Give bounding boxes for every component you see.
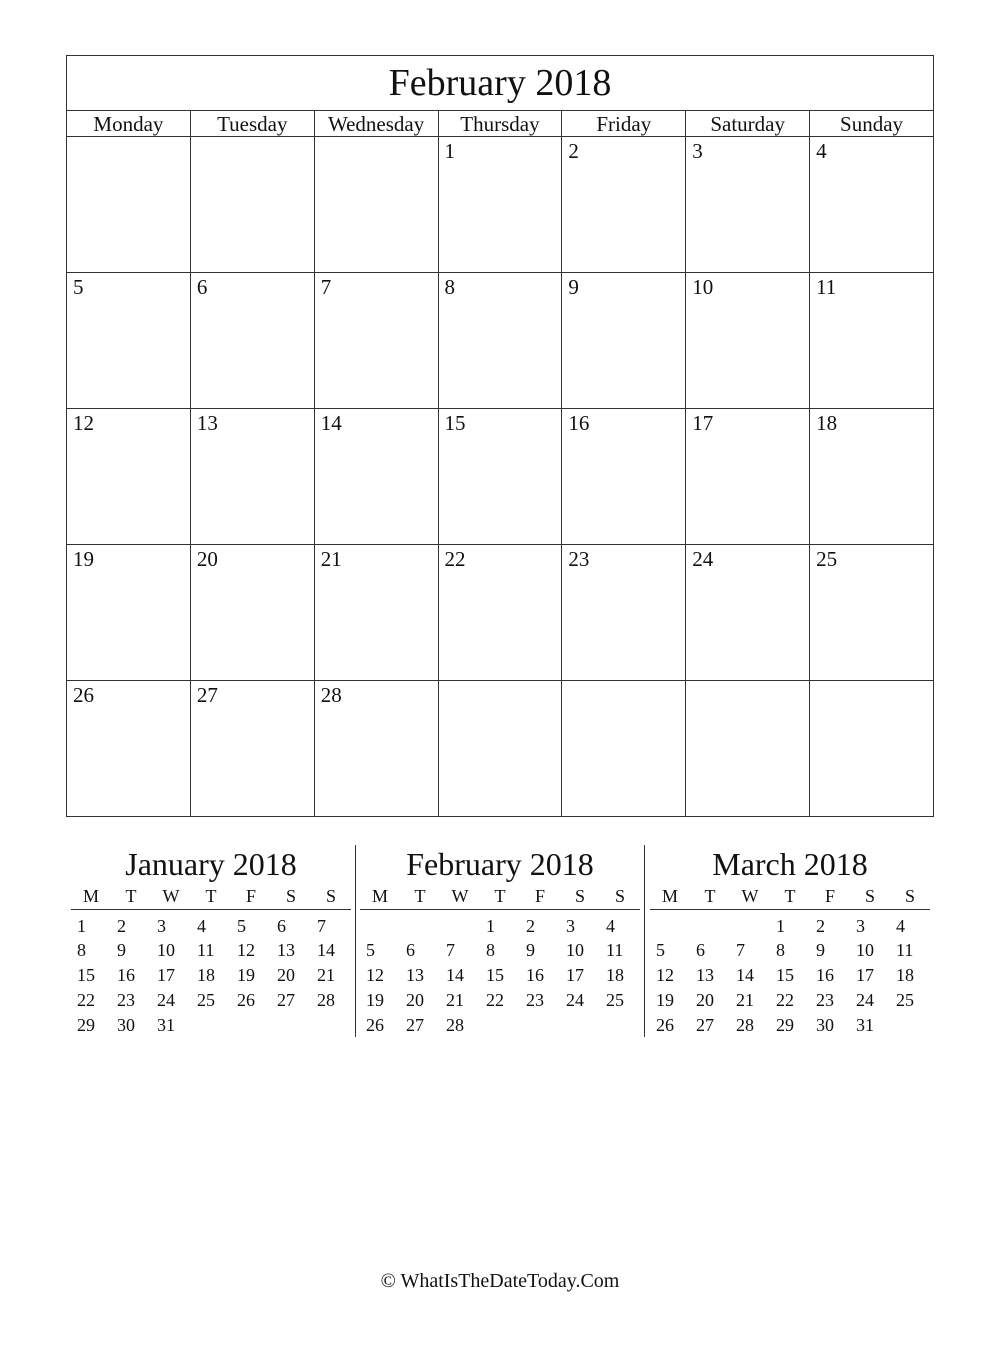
day-cell (686, 545, 810, 681)
day-number: 9 (568, 275, 579, 299)
mini-weekday: T (400, 883, 440, 910)
mini-day: 20 (696, 990, 714, 1010)
day-cell (438, 137, 562, 273)
mini-day: 2 (526, 915, 535, 936)
day-cell (67, 409, 191, 545)
mini-day: 14 (317, 940, 335, 960)
day-cell (686, 137, 810, 273)
week-row (67, 273, 934, 409)
mini-day: 9 (117, 940, 126, 960)
day-number: 1 (444, 139, 456, 163)
mini-day: 12 (656, 965, 674, 985)
mini-day: 18 (197, 965, 215, 985)
week-row (67, 545, 934, 681)
day-cell (810, 409, 934, 545)
mini-day: 30 (117, 1015, 135, 1035)
day-number (439, 681, 562, 683)
mini-weekday: W (151, 883, 191, 910)
mini-calendar-grid (650, 883, 930, 1038)
weekday-header: Thursday (438, 111, 562, 137)
mini-weekday: S (271, 883, 311, 910)
mini-day (440, 910, 480, 939)
week-row (67, 681, 934, 817)
mini-day: 27 (406, 1015, 424, 1035)
mini-day: 16 (816, 965, 834, 985)
mini-day: 27 (696, 1015, 714, 1035)
mini-calendar-title: March 2018 (712, 846, 868, 882)
mini-day: 9 (816, 940, 825, 960)
mini-day: 31 (157, 1015, 175, 1035)
mini-day: 7 (736, 940, 745, 960)
mini-day: 7 (317, 915, 326, 936)
mini-weekday: F (810, 883, 850, 910)
day-cell (562, 137, 686, 273)
day-number: 23 (568, 547, 590, 571)
mini-day (400, 910, 440, 939)
mini-day: 21 (317, 965, 335, 985)
mini-day: 20 (277, 965, 295, 985)
mini-day: 14 (446, 965, 464, 985)
day-cell (190, 137, 314, 273)
mini-day: 17 (856, 965, 874, 985)
mini-day: 15 (486, 965, 504, 985)
day-number: 14 (320, 411, 342, 435)
mini-day: 11 (197, 940, 215, 960)
day-number: 15 (444, 411, 466, 435)
day-number: 11 (816, 275, 837, 299)
day-cell (314, 681, 438, 817)
day-cell (438, 273, 562, 409)
mini-weekday: S (850, 883, 890, 910)
day-cell (190, 681, 314, 817)
mini-day (271, 1013, 311, 1038)
mini-day: 13 (277, 940, 295, 960)
main-calendar (66, 55, 934, 817)
mini-weekday: M (650, 883, 690, 910)
mini-day: 5 (366, 940, 375, 960)
calendar-title: February 2018 (67, 56, 934, 111)
mini-day: 22 (77, 990, 95, 1010)
mini-day: 25 (896, 990, 914, 1010)
day-cell (314, 409, 438, 545)
mini-day: 26 (656, 1015, 674, 1035)
day-number: 12 (73, 411, 94, 435)
mini-day: 19 (237, 965, 255, 985)
mini-day: 29 (776, 1015, 794, 1035)
day-cell (438, 409, 562, 545)
mini-day (191, 1013, 231, 1038)
day-number (686, 681, 809, 683)
mini-day (650, 910, 690, 939)
mini-day (560, 1013, 600, 1038)
mini-day: 4 (896, 915, 905, 936)
day-number: 13 (196, 411, 218, 435)
day-number: 17 (692, 411, 714, 435)
day-cell (314, 273, 438, 409)
mini-day: 10 (157, 940, 175, 960)
mini-day: 12 (237, 940, 255, 960)
weekday-header: Friday (562, 111, 686, 137)
mini-weekday: S (600, 883, 640, 910)
mini-day: 29 (77, 1015, 95, 1035)
day-cell (67, 681, 191, 817)
mini-weekday: T (111, 883, 151, 910)
mini-day (690, 910, 730, 939)
mini-day: 6 (406, 940, 415, 960)
mini-day: 25 (197, 990, 215, 1010)
day-number: 5 (73, 275, 84, 299)
mini-weekday: T (191, 883, 231, 910)
mini-day: 31 (856, 1015, 874, 1035)
weekday-header: Tuesday (190, 111, 314, 137)
weekday-header: Sunday (810, 111, 934, 137)
mini-day: 22 (486, 990, 504, 1010)
mini-day: 3 (157, 915, 166, 936)
mini-weekday: S (311, 883, 351, 910)
day-cell (810, 545, 934, 681)
mini-calendar-divider (644, 845, 645, 1037)
mini-day: 11 (606, 940, 624, 960)
mini-day: 18 (606, 965, 624, 985)
mini-day: 2 (816, 915, 825, 936)
mini-day: 26 (366, 1015, 384, 1035)
mini-weekday: W (440, 883, 480, 910)
mini-weekday: T (770, 883, 810, 910)
mini-day (360, 910, 400, 939)
mini-day: 3 (566, 915, 575, 936)
day-cell (190, 273, 314, 409)
mini-day: 15 (776, 965, 794, 985)
week-row (67, 137, 934, 273)
day-cell (562, 545, 686, 681)
mini-day (480, 1013, 520, 1038)
day-cell (190, 409, 314, 545)
mini-calendar-title: January 2018 (125, 846, 297, 882)
day-number: 3 (692, 139, 703, 163)
day-number: 6 (196, 275, 208, 299)
mini-day: 10 (856, 940, 874, 960)
day-cell (686, 273, 810, 409)
mini-weekday: W (730, 883, 770, 910)
day-number: 26 (73, 683, 94, 707)
mini-day: 19 (366, 990, 384, 1010)
mini-day: 21 (446, 990, 464, 1010)
mini-day: 16 (117, 965, 135, 985)
day-cell (562, 409, 686, 545)
mini-day (730, 910, 770, 939)
mini-day: 2 (117, 915, 126, 936)
day-number: 2 (568, 139, 579, 163)
day-number: 20 (196, 547, 218, 571)
mini-day: 26 (237, 990, 255, 1010)
mini-day: 8 (776, 940, 785, 960)
day-number: 28 (320, 683, 342, 707)
mini-day: 4 (197, 915, 206, 936)
day-cell (810, 681, 934, 817)
mini-day: 18 (896, 965, 914, 985)
mini-calendar-january (71, 845, 351, 1038)
mini-calendar-grid (71, 883, 351, 1038)
mini-day: 1 (486, 915, 495, 936)
day-number: 22 (444, 547, 466, 571)
day-cell (67, 137, 191, 273)
day-number: 19 (73, 547, 94, 571)
mini-day: 27 (277, 990, 295, 1010)
day-cell (686, 409, 810, 545)
mini-weekday: M (360, 883, 400, 910)
mini-day: 3 (856, 915, 865, 936)
mini-day: 11 (896, 940, 914, 960)
mini-weekday: T (690, 883, 730, 910)
mini-day: 22 (776, 990, 794, 1010)
mini-day: 5 (656, 940, 665, 960)
day-number: 7 (320, 275, 332, 299)
day-cell (810, 137, 934, 273)
mini-weekday: S (560, 883, 600, 910)
day-number (810, 681, 933, 683)
mini-day: 8 (486, 940, 495, 960)
mini-day: 10 (566, 940, 584, 960)
day-number (315, 137, 438, 139)
day-cell (67, 545, 191, 681)
mini-day: 28 (446, 1015, 464, 1035)
mini-day (231, 1013, 271, 1038)
mini-calendar-divider (355, 845, 356, 1037)
mini-day: 8 (77, 940, 86, 960)
mini-day: 17 (566, 965, 584, 985)
weekday-header: Monday (67, 111, 191, 137)
mini-calendar-february (360, 845, 640, 1038)
day-cell (67, 273, 191, 409)
day-number (67, 137, 190, 139)
mini-day (890, 1013, 930, 1038)
week-row (67, 409, 934, 545)
mini-day: 24 (566, 990, 584, 1010)
mini-day: 21 (736, 990, 754, 1010)
day-number: 27 (196, 683, 218, 707)
weekday-header: Saturday (686, 111, 810, 137)
mini-day: 5 (237, 915, 246, 936)
mini-weekday: S (890, 883, 930, 910)
mini-day: 14 (736, 965, 754, 985)
mini-day (600, 1013, 640, 1038)
mini-day: 25 (606, 990, 624, 1010)
mini-day (520, 1013, 560, 1038)
mini-day: 1 (77, 915, 86, 936)
day-number: 16 (568, 411, 590, 435)
mini-day: 17 (157, 965, 175, 985)
mini-day: 15 (77, 965, 95, 985)
day-number: 4 (816, 139, 827, 163)
day-cell (190, 545, 314, 681)
day-cell (438, 545, 562, 681)
mini-day: 28 (317, 990, 335, 1010)
mini-day: 9 (526, 940, 535, 960)
mini-day: 13 (696, 965, 714, 985)
day-number: 24 (692, 547, 714, 571)
day-number: 18 (816, 411, 838, 435)
mini-day: 19 (656, 990, 674, 1010)
mini-day: 23 (117, 990, 135, 1010)
mini-day: 23 (816, 990, 834, 1010)
mini-day: 13 (406, 965, 424, 985)
day-cell (438, 681, 562, 817)
mini-day: 24 (856, 990, 874, 1010)
mini-weekday: F (520, 883, 560, 910)
day-cell (686, 681, 810, 817)
day-cell (562, 681, 686, 817)
mini-weekday: T (480, 883, 520, 910)
copyright-footer: © WhatIsTheDateToday.Com (380, 1270, 620, 1292)
mini-day: 4 (606, 915, 615, 936)
mini-calendar-grid (360, 883, 640, 1038)
mini-day: 20 (406, 990, 424, 1010)
mini-weekday: M (71, 883, 111, 910)
day-number (562, 681, 685, 683)
mini-day: 1 (776, 915, 785, 936)
day-number: 21 (320, 547, 342, 571)
day-number (191, 137, 314, 139)
day-cell (314, 137, 438, 273)
mini-day: 28 (736, 1015, 754, 1035)
mini-day: 6 (277, 915, 286, 936)
day-number: 25 (816, 547, 838, 571)
weekday-header-row (67, 111, 934, 137)
mini-day: 30 (816, 1015, 834, 1035)
weekday-header: Wednesday (314, 111, 438, 137)
mini-day: 23 (526, 990, 544, 1010)
mini-day: 7 (446, 940, 455, 960)
mini-day: 16 (526, 965, 544, 985)
mini-day (311, 1013, 351, 1038)
day-number: 8 (444, 275, 456, 299)
mini-calendar-title: February 2018 (406, 846, 594, 882)
day-cell (810, 273, 934, 409)
day-number: 10 (692, 275, 714, 299)
mini-weekday: F (231, 883, 271, 910)
mini-day: 24 (157, 990, 175, 1010)
mini-day: 6 (696, 940, 705, 960)
day-cell (562, 273, 686, 409)
mini-calendar-march (650, 845, 930, 1038)
day-cell (314, 545, 438, 681)
mini-day: 12 (366, 965, 384, 985)
